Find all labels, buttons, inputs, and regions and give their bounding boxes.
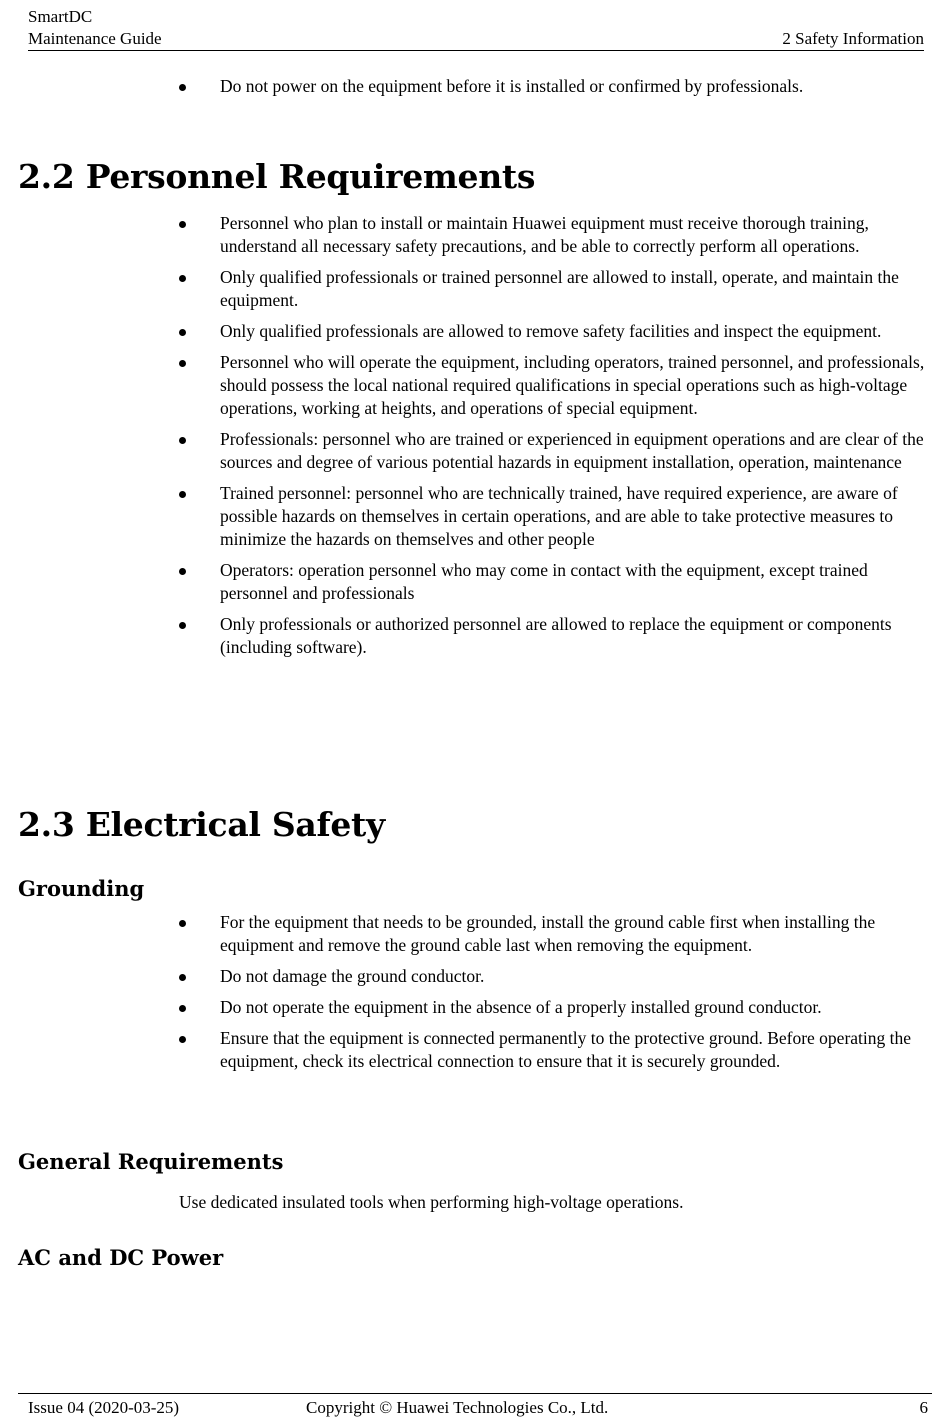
list-item: [220, 212, 930, 258]
list-item: [220, 911, 930, 957]
footer-copyright: Copyright © Huawei Technologies Co., Ltd.: [306, 1398, 609, 1417]
list-item-text: Personnel who will operate the equipment, including operators, trained personnel, and professionals, should possess the local national required qualifications in special operations such as high-voltage operations, working at heights, and operations of special equipment.: [220, 352, 925, 418]
list-item: [220, 482, 930, 551]
list-item-text: Do not operate the equipment in the absence of a properly installed ground conductor.: [220, 997, 822, 1017]
bullet-icon: [179, 329, 186, 336]
section-title-personnel-requirements: 2.2 Personnel Requirements: [18, 157, 536, 196]
list-item: [220, 351, 930, 420]
bullet-icon: [179, 1005, 186, 1012]
page-header: [28, 6, 924, 51]
bullet-icon: [179, 920, 186, 927]
general-requirements-text: Use dedicated insulated tools when performing high-voltage operations.: [179, 1192, 684, 1212]
list-item-text: Operators: operation personnel who may come in contact with the equipment, except trained personnel and professionals: [220, 560, 868, 603]
footer-issue: Issue 04 (2020-03-25): [28, 1398, 180, 1417]
list-item: [220, 75, 930, 98]
subsection-title-ac-dc-power: AC and DC Power: [18, 1245, 224, 1270]
list-item: [220, 996, 930, 1019]
list-item-text: Only qualified professionals or trained personnel are allowed to install, operate, and maintain the equipment.: [220, 267, 899, 310]
personnel-bullet-list: [220, 212, 930, 667]
list-item-text: Only professionals or authorized personnel are allowed to replace the equipment or components (including software).: [220, 614, 892, 657]
bullet-icon: [179, 568, 186, 575]
bullet-icon: [179, 622, 186, 629]
list-item-text: Professionals: personnel who are trained or experienced in equipment operations and are clear of the sources and degree of various potential hazards in equipment installation, operation, maintenance: [220, 429, 924, 472]
page-footer: [18, 1393, 932, 1420]
list-item: [220, 266, 930, 312]
bullet-icon: [179, 84, 186, 91]
list-item-text: Trained personnel: personnel who are technically trained, have required experience, are aware of possible hazards on themselves in certain operations, and are able to take protective measures to minimize the hazards on themselves and other people: [220, 483, 898, 549]
subsection-title-general-requirements: General Requirements: [18, 1149, 284, 1174]
footer-page-number: 6: [919, 1398, 928, 1417]
bullet-icon: [179, 360, 186, 367]
intro-bullet-list: [220, 75, 930, 106]
bullet-icon: [179, 1036, 186, 1043]
list-item: [220, 559, 930, 605]
bullet-icon: [179, 437, 186, 444]
bullet-icon: [179, 221, 186, 228]
list-item: [220, 428, 930, 474]
grounding-bullet-list: [220, 911, 930, 1081]
list-item-text: Ensure that the equipment is connected permanently to the protective ground. Before operating the equipment, check its electrical connection to ensure that it is securely grounded.: [220, 1028, 912, 1071]
bullet-icon: [179, 974, 186, 981]
list-item-text: Do not power on the equipment before it is installed or confirmed by professionals.: [220, 76, 804, 96]
bullet-icon: [179, 491, 186, 498]
header-doc-title: Maintenance Guide: [28, 29, 162, 48]
list-item-text: Do not damage the ground conductor.: [220, 966, 485, 986]
list-item: [220, 965, 930, 988]
section-title-electrical-safety: 2.3 Electrical Safety: [18, 805, 385, 844]
list-item-text: Personnel who plan to install or maintain Huawei equipment must receive thorough training, understand all necessary safety precautions, and be able to correctly perform all operations.: [220, 213, 869, 256]
list-item-text: Only qualified professionals are allowed to remove safety facilities and inspect the equipment.: [220, 321, 882, 341]
header-product: SmartDC: [28, 7, 93, 26]
subsection-title-grounding: Grounding: [18, 876, 145, 901]
list-item: [220, 320, 930, 343]
bullet-icon: [179, 275, 186, 282]
list-item: [220, 613, 930, 659]
header-chapter: 2 Safety Information: [782, 29, 924, 48]
header-left: [28, 6, 162, 50]
list-item: [220, 1027, 930, 1073]
list-item-text: For the equipment that needs to be grounded, install the ground cable first when installing the equipment and remove the ground cable last when removing the equipment.: [220, 912, 876, 955]
